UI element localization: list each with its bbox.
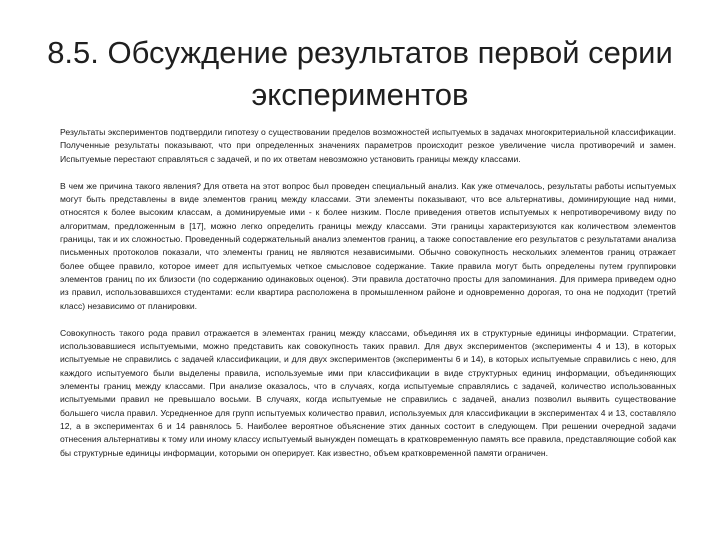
paragraph-rules: Совокупность такого рода правил отражается в элементах границ между классами, объединяя их в структурные единицы информации. Стратегии, использовавшиеся испытуемыми, можно представить как совокупность таких правил. Для двух экспериментов (эксперименты 4 и 13), в которых испытуемые не справились с задачей классификации, и для двух экспериментов (эксперименты 6 и 14), в которых испытуемые справились с нею, для каждого испытуемого были выделены правила, используемые ими при классификации в виде структурных единиц информации, объединяющих элементы границ между классами. При анализе оказалось, что в случаях, когда испытуемые справлялись с задачей, количество использованных испытуемыми правил не превышало восьми. В случаях, когда испытуемые не справились с задачей, анализ позволил выявить существование большего числа правил. Усредненное для групп испытуемых количество правил, используемых для классификации в экспериментах 4 и 13, составляло 12, а в экспериментах 6 и 14 равнялось 5. Наиболее вероятное объяснение этих данных состоит в следующем. При решении очередной задачи отнесения альтернативы к тому или иному классу испытуемый вынужден помещать в кратковременную память все правила, представляющие собой как бы структурные единицы информации, которыми он оперирует. Как известно, объем кратковременной памяти ограничен. bbox=[60, 327, 676, 458]
slide-title: 8.5. Обсуждение результатов первой серии экспериментов bbox=[47, 35, 673, 112]
paragraph-results: Результаты экспериментов подтвердили гипотезу о существовании пределов возможностей испытуемых в задачах многокритериальной классификации. Полученные результаты показывают, что при определенных значениях параметров происходит резкое увеличение числа противоречий и замен. Испытуемые перестают справляться с задачей, и по их ответам невозможно установить границы между классами. bbox=[60, 127, 676, 164]
slide-body bbox=[60, 126, 676, 460]
paragraph-analysis: В чем же причина такого явления? Для ответа на этот вопрос был проведен специальный анализ. Как уже отмечалось, результаты работы испытуемых могут быть представлены в виде элементов границ между классами. Эти элементы показывают, что все альтернативы, доминирующие над ними, относятся к более высоким классам, а доминируемые ими - к более низким. После приведения ответов испытуемых к непротиворечивому виду по алгоритмам, предложенным в [17], можно легко определить границы между классами. Эти границы характеризуются как количеством элементов границы, так и их сложностью. Проведенный содержательный анализ элементов границ, а также сопоставление его результатов с результатами анализа письменных протоколов показали, что элементы границ не являются независимыми. Обычно совокупность нескольких элементов границ отражает более общее правило, которое имеет для испытуемых четкое смысловое содержание. Такие правила могут быть определены путем группировки элементов границ по их близости (по содержанию одинаковых оценок). Эти правила достаточно просты для запоминания. Для примера приведем одно из правил, использовавшихся студентами: если квартира расположена в промышленном районе и одновременно дорогая, то она не подходит (третий класс) независимо от планировки. bbox=[60, 180, 676, 311]
